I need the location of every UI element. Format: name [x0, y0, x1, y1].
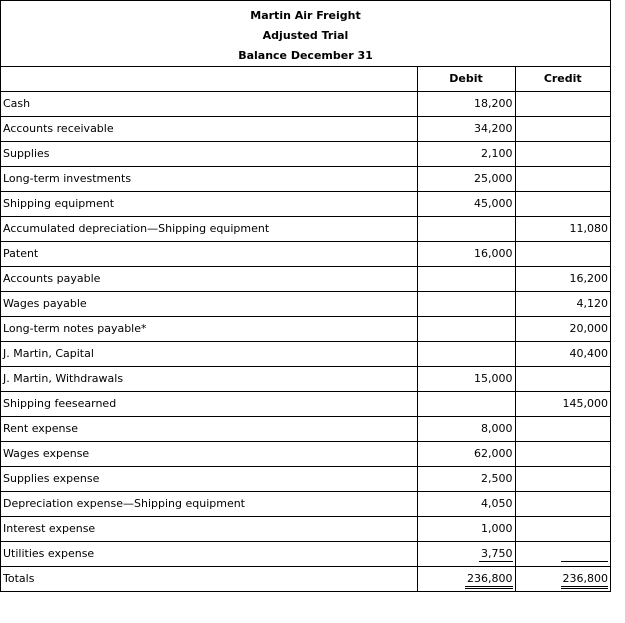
title-block	[1, 1, 610, 67]
table-row	[1, 267, 610, 292]
credit-cell	[515, 417, 610, 442]
table-row	[1, 342, 610, 367]
debit-amount: 8,000	[481, 422, 513, 435]
debit-amount: 16,000	[474, 247, 513, 260]
account-name: Long-term investments	[1, 167, 417, 192]
debit-cell	[417, 367, 515, 392]
trial-balance-table	[1, 67, 610, 591]
debit-cell	[417, 292, 515, 317]
credit-column-header: Credit	[515, 67, 610, 92]
table-row	[1, 117, 610, 142]
credit-cell	[515, 342, 610, 367]
table-header-row	[1, 67, 610, 92]
debit-amount: 45,000	[474, 197, 513, 210]
account-name: Rent expense	[1, 417, 417, 442]
debit-cell	[417, 467, 515, 492]
account-column-header	[1, 67, 417, 92]
table-row	[1, 142, 610, 167]
debit-cell	[417, 492, 515, 517]
debit-cell	[417, 342, 515, 367]
table-row	[1, 92, 610, 117]
debit-amount: 62,000	[474, 447, 513, 460]
credit-cell	[515, 142, 610, 167]
debit-amount: 18,200	[474, 97, 513, 110]
debit-cell	[417, 392, 515, 417]
table-row	[1, 467, 610, 492]
credit-cell	[515, 542, 610, 567]
account-name: J. Martin, Capital	[1, 342, 417, 367]
account-name: Patent	[1, 242, 417, 267]
table-row	[1, 167, 610, 192]
debit-amount: 25,000	[474, 172, 513, 185]
table-row	[1, 442, 610, 467]
debit-cell	[417, 192, 515, 217]
account-name: Long-term notes payable*	[1, 317, 417, 342]
table-row	[1, 392, 610, 417]
debit-cell	[417, 167, 515, 192]
account-name: Accounts payable	[1, 267, 417, 292]
debit-cell	[417, 417, 515, 442]
credit-cell	[515, 267, 610, 292]
table-row	[1, 517, 610, 542]
table-row	[1, 292, 610, 317]
totals-row	[1, 567, 610, 592]
credit-amount: 40,400	[569, 347, 608, 360]
credit-amount: 20,000	[569, 322, 608, 335]
account-name: Depreciation expense—Shipping equipment	[1, 492, 417, 517]
debit-total: 236,800	[465, 572, 513, 589]
debit-amount: 3,750	[481, 547, 513, 560]
table-row	[1, 242, 610, 267]
account-name: Wages payable	[1, 292, 417, 317]
account-name: Wages expense	[1, 442, 417, 467]
account-name: Supplies expense	[1, 467, 417, 492]
credit-subtotal-rule	[561, 547, 608, 562]
credit-total: 236,800	[561, 572, 609, 589]
table-row	[1, 217, 610, 242]
credit-cell	[515, 192, 610, 217]
debit-cell	[417, 142, 515, 167]
debit-amount: 4,050	[481, 497, 513, 510]
debit-total-cell	[417, 567, 515, 592]
debit-amount: 1,000	[481, 522, 513, 535]
account-name: J. Martin, Withdrawals	[1, 367, 417, 392]
debit-amount: 2,500	[481, 472, 513, 485]
credit-cell	[515, 242, 610, 267]
credit-cell	[515, 217, 610, 242]
debit-cell	[417, 217, 515, 242]
credit-total-cell	[515, 567, 610, 592]
table-row	[1, 417, 610, 442]
totals-label: Totals	[1, 567, 417, 592]
debit-cell	[417, 92, 515, 117]
debit-amount: 2,100	[481, 147, 513, 160]
credit-amount: 16,200	[569, 272, 608, 285]
debit-cell	[417, 317, 515, 342]
table-row	[1, 542, 610, 567]
table-row	[1, 492, 610, 517]
table-row	[1, 192, 610, 217]
account-name: Supplies	[1, 142, 417, 167]
debit-cell	[417, 117, 515, 142]
account-name: Cash	[1, 92, 417, 117]
account-name: Shipping feesearned	[1, 392, 417, 417]
debit-cell	[417, 442, 515, 467]
debit-amount: 15,000	[474, 372, 513, 385]
credit-cell	[515, 467, 610, 492]
table-row	[1, 317, 610, 342]
credit-amount: 145,000	[562, 397, 608, 410]
company-name: Martin Air Freight	[250, 9, 361, 22]
debit-cell	[417, 242, 515, 267]
statement-name: Adjusted Trial	[262, 29, 349, 42]
account-name: Accounts receivable	[1, 117, 417, 142]
account-name: Interest expense	[1, 517, 417, 542]
credit-cell	[515, 442, 610, 467]
credit-cell	[515, 492, 610, 517]
credit-cell	[515, 367, 610, 392]
credit-cell	[515, 167, 610, 192]
debit-cell	[417, 517, 515, 542]
credit-cell	[515, 517, 610, 542]
credit-amount: 4,120	[576, 297, 608, 310]
debit-cell	[417, 542, 515, 567]
credit-amount: 11,080	[569, 222, 608, 235]
account-name: Shipping equipment	[1, 192, 417, 217]
account-name: Accumulated depreciation—Shipping equipment	[1, 217, 417, 242]
credit-cell	[515, 92, 610, 117]
debit-cell	[417, 267, 515, 292]
debit-column-header: Debit	[417, 67, 515, 92]
statement-date: Balance December 31	[238, 49, 373, 62]
credit-cell	[515, 317, 610, 342]
table-row	[1, 367, 610, 392]
credit-cell	[515, 392, 610, 417]
credit-cell	[515, 292, 610, 317]
debit-amount: 34,200	[474, 122, 513, 135]
credit-cell	[515, 117, 610, 142]
account-name: Utilities expense	[1, 542, 417, 567]
